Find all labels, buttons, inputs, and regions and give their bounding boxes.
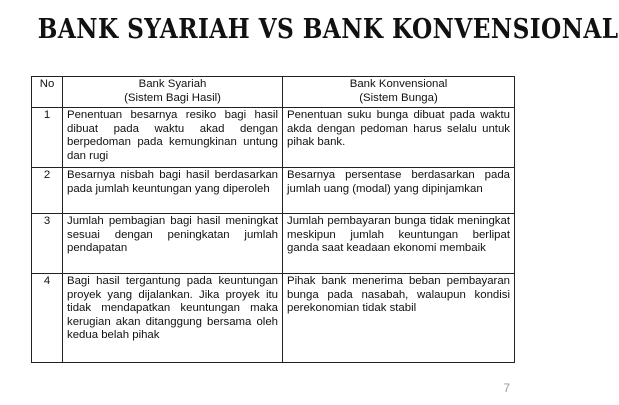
- header-syariah-subtitle: (Sistem Bagi Hasil): [124, 91, 221, 104]
- page-number: 7: [503, 381, 510, 395]
- konvensional-cell: Penentuan suku bunga dibuat pada waktu akda dengan pedoman harus selalu untuk pihak bank.: [283, 108, 515, 168]
- konvensional-cell: Jumlah pembayaran bunga tidak meningkat meskipun jumlah keuntungan berlipat ganda saat keadaan ekonomi membaik: [283, 214, 515, 274]
- header-konvensional-subtitle: (Sistem Bunga): [359, 91, 438, 104]
- table-row: [32, 274, 515, 363]
- table-row: [32, 214, 515, 274]
- header-bank-syariah: [63, 77, 283, 108]
- comparison-table: [31, 76, 515, 363]
- header-bank-konvensional: [283, 77, 515, 108]
- syariah-cell: Besarnya nisbah bagi hasil berdasarkan pada jumlah keuntungan yang diperoleh: [63, 168, 283, 214]
- syariah-cell: Penentuan besarnya resiko bagi hasil dibuat pada waktu akad dengan berpedoman pada kemungkinan untung dan rugi: [63, 108, 283, 168]
- table-row: [32, 168, 515, 214]
- konvensional-cell: Pihak bank menerima beban pembayaran bunga pada nasabah, walaupun kondisi perekonomian tidak stabil: [283, 274, 515, 363]
- slide-title: BANK SYARIAH VS BANK KONVENSIONAL: [37, 14, 619, 45]
- header-no: No: [32, 77, 63, 108]
- row-number: 4: [32, 274, 63, 363]
- syariah-cell: Bagi hasil tergantung pada keuntungan proyek yang dijalankan. Jika proyek itu tidak mendapatkan keuntungan maka kerugian akan ditanggung bersama oleh kedua belah pihak: [63, 274, 283, 363]
- table-row: [32, 108, 515, 168]
- header-konvensional-title: Bank Konvensional: [349, 78, 448, 90]
- row-number: 2: [32, 168, 63, 214]
- syariah-cell: Jumlah pembagian bagi hasil meningkat sesuai dengan peningkatan jumlah pendapatan: [63, 214, 283, 274]
- table-header-row: [32, 77, 515, 108]
- row-number: 3: [32, 214, 63, 274]
- konvensional-cell: Besarnya persentase berdasarkan pada jumlah uang (modal) yang dipinjamkan: [283, 168, 515, 214]
- header-syariah-title: Bank Syariah: [138, 78, 207, 90]
- row-number: 1: [32, 108, 63, 168]
